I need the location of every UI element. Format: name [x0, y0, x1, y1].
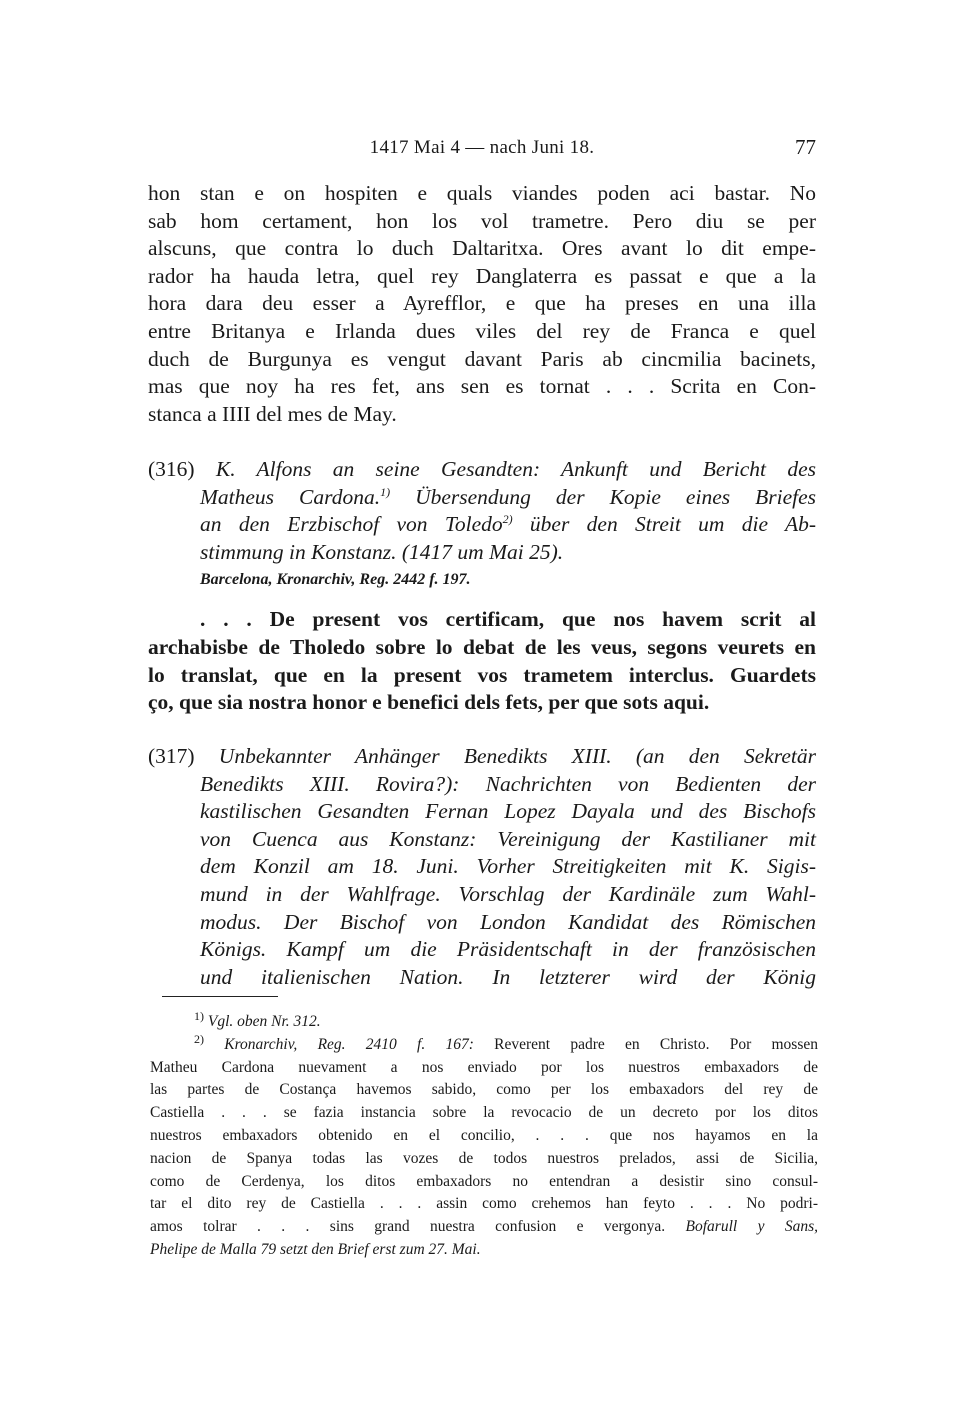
- text-line: . . . De present vos certificam, que nos havem scrit al: [200, 607, 816, 632]
- heading-line: modus. Der Bischof von London Kandidat des Römischen: [200, 909, 816, 934]
- heading-line: stimmung in Konstanz. (1417 um Mai 25).: [200, 539, 564, 564]
- heading-line: Benedikts XIII. Rovira?): Nachrichten von Bedienten der: [200, 771, 816, 796]
- footnote-divider: [162, 996, 278, 997]
- footnote-mark: 2): [194, 1031, 204, 1046]
- footnote-line: nuestros embaxadors obtenido en el concilio, . . . que nos hayamos en la: [150, 1126, 818, 1144]
- footnote-1: [150, 1008, 818, 1034]
- heading-line: K. Alfons an seine Gesandten: Ankunft und Bericht des: [215, 457, 816, 481]
- running-head: 1417 Mai 4 — nach Juni 18.: [369, 137, 595, 158]
- footnote-line: amos tolrar . . . sins grand nuestra confusion e vergonya.: [150, 1218, 666, 1236]
- footnote-reference: Bofarull y Sans,: [665, 1218, 818, 1236]
- entry-317: [148, 743, 816, 991]
- footnote-line: Matheu Cardona nuevament a nos enviado por los nuestros embaxadors de: [150, 1058, 818, 1076]
- entry-316-text: [148, 606, 816, 716]
- page-header: [148, 137, 816, 167]
- footnote-2: [150, 1031, 818, 1057]
- heading-line: Königs. Kampf um die Präsidentschaft in der französischen: [200, 937, 816, 962]
- text-line: duch de Burgunya es vengut davant Paris ab cincmilia bacinets,: [148, 346, 816, 371]
- text-line: rador ha hauda letra, quel rey Danglaterra es passat e que a la: [148, 263, 816, 288]
- text-line: lo translat, que en la present vos trametem interclus. Guardets: [148, 662, 816, 687]
- text-line: hora dara deu esser a Ayrefflor, e que ha preses en una illa: [148, 291, 816, 316]
- footnote-ref[interactable]: 1): [380, 484, 391, 499]
- text-line: mas que noy ha res fet, ans sen es tornat . . . Scrita en Con-: [148, 374, 816, 399]
- footnote-line: Phelipe de Malla 79 setzt den Brief erst zum 27. Mai.: [150, 1240, 481, 1258]
- footnote-mark: 1): [194, 1008, 204, 1023]
- heading-line: Unbekannter Anhänger Benedikts XIII. (an den Sekretär: [218, 744, 817, 768]
- footnote-line: tar el dito rey de Castiella . . . assin como crehemos han feyto . . . No podri-: [150, 1195, 818, 1213]
- heading-line: mund in der Wahlfrage. Vorschlag der Kardinäle zum Wahl-: [200, 881, 816, 906]
- text-line: entre Britanya e Irlanda dues viles del rey de Franca e quel: [148, 318, 816, 343]
- footnote-line: Castiella . . . se fazia instancia sobre la revocacio de un decreto por los ditos: [150, 1104, 818, 1122]
- text-line: stanca a IIII del mes de May.: [148, 401, 397, 426]
- entry-316: [148, 456, 816, 717]
- letter-text-continuation: [148, 180, 816, 428]
- heading-line: und italienischen Nation. In letzterer wird der König: [200, 964, 816, 989]
- text-line: ço, que sia nostra honor e benefici dels fets, per que sots aqui.: [148, 690, 710, 715]
- entry-number: (316): [148, 457, 195, 481]
- text-line: hon stan e on hospiten e quals viandes poden aci bastar. No: [148, 181, 816, 205]
- heading-line: an den Erzbischof von Toledo: [200, 512, 503, 537]
- heading-line: Matheus Cardona.: [200, 484, 381, 509]
- footnote-line: como de Cerdenya, los ditos embaxadors no entendran a desistir sino consul-: [150, 1172, 818, 1190]
- footnote-ref[interactable]: 2): [502, 512, 513, 527]
- heading-line: Übersendung der Kopie eines Briefes: [390, 484, 817, 509]
- footnote-line: las partes de Costança havemos sabido, como per los embaxadors del rey de: [150, 1081, 818, 1099]
- page-number: 77: [795, 135, 816, 159]
- entry-number: (317): [148, 744, 195, 768]
- source-citation: Barcelona, Kronarchiv, Reg. 2442 f. 197.: [200, 571, 471, 589]
- entry-316-heading: [148, 456, 816, 566]
- heading-line: dem Konzil am 18. Juni. Vorher Streitigkeiten mit K. Sigis-: [200, 854, 816, 879]
- heading-line: über den Streit um die Ab-: [512, 512, 816, 537]
- text-line: archabisbe de Tholedo sobre lo debat de les veus, segons veurets en: [148, 634, 816, 659]
- footnotes: [150, 1008, 818, 1262]
- entry-317-heading: [148, 743, 816, 991]
- text-line: alscuns, que contra lo duch Daltaritxa. Ores avant lo dit empe-: [148, 236, 816, 261]
- footnote-text: Reverent padre en Christo. Por mossen: [473, 1035, 818, 1053]
- text-line: sab hom certament, hon los vol trametre. Pero diu se per: [148, 208, 816, 233]
- heading-line: von Cuenca aus Konstanz: Vereinigung der Kastilianer mit: [200, 826, 816, 851]
- heading-line: kastilischen Gesandten Fernan Lopez Dayala und des Bischofs: [200, 799, 816, 824]
- footnote-citation: Kronarchiv, Reg. 2410 f. 167:: [224, 1035, 474, 1053]
- footnote-line: nacion de Spanya todas las vozes de todos nuestros prelados, assi de Sicilia,: [150, 1149, 818, 1167]
- footnote-text: Vgl. oben Nr. 312.: [207, 1013, 321, 1030]
